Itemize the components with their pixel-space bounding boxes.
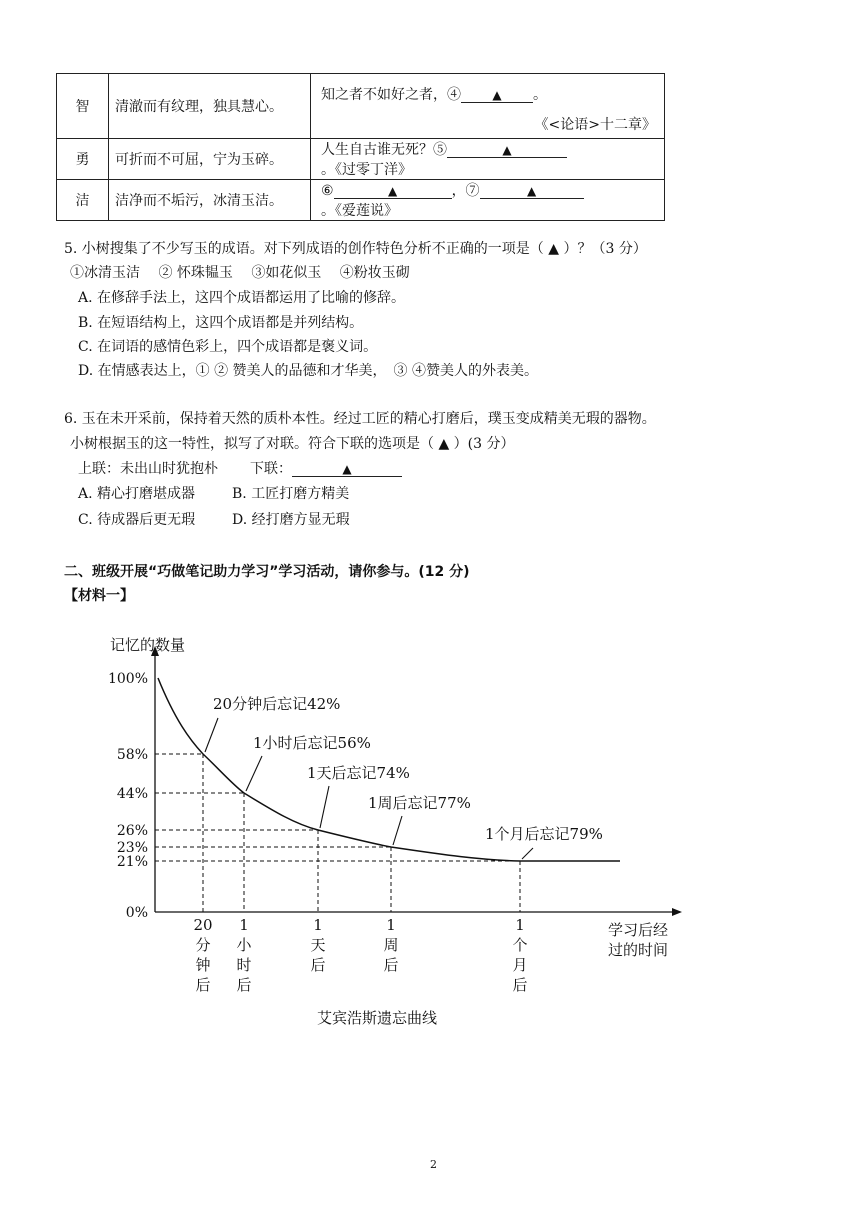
quote-prefix: 知之者不如好之者，④: [321, 87, 461, 103]
quote-source: 《<论语>十二章》: [534, 117, 656, 133]
page-number: 2: [430, 1158, 437, 1171]
q5-stem: 5. 小树搜集了不少写玉的成语。对下列成语的创作特色分析不正确的一项是（ ▲ ）？（3 分）: [64, 241, 647, 257]
y-tick-label: 21%: [116, 854, 148, 870]
annotation-label: 1周后忘记77%: [368, 794, 471, 812]
triangle-icon: ▲: [387, 184, 398, 198]
annotation-label: 20分钟后忘记42%: [213, 695, 341, 713]
x-tick-label: 20 分钟后: [193, 916, 213, 994]
x-tick-label: 1 小时后: [236, 916, 252, 994]
annotation-label: 1小时后忘记56%: [253, 734, 371, 752]
annotation-pointer: [246, 756, 262, 791]
couplet-lower-label: 下联：: [250, 461, 292, 477]
x-tick-label: 1 天后: [310, 916, 326, 974]
q6-option-c[interactable]: C. 待成器后更无瑕: [78, 512, 196, 528]
annotation-pointer: [205, 718, 218, 752]
y-tick-label: 0%: [125, 905, 148, 921]
q5-option-b[interactable]: B. 在短语结构上，这四个成语都是并列结构。: [78, 315, 364, 331]
quote-suffix: 。《过零丁洋》: [321, 162, 412, 178]
x-axis-arrow: [672, 908, 682, 916]
y-tick-label: 58%: [116, 747, 148, 763]
x-tick-label: 1 个月后: [512, 916, 528, 994]
x-tick-label: 1 周后: [383, 916, 399, 974]
triangle-icon: ▲: [492, 88, 502, 102]
y-tick-label: 44%: [116, 786, 148, 802]
y-tick-label: 100%: [107, 671, 148, 687]
q6-option-b[interactable]: B. 工匠打磨方精美: [232, 486, 350, 502]
meaning-cell: 可折而不可屈，宁为玉碎。: [109, 139, 311, 180]
section2-title: 二、班级开展“巧做笔记助力学习”学习活动，请你参与。(12 分): [64, 564, 470, 580]
q5-option-a[interactable]: A. 在修辞手法上，这四个成语都运用了比喻的修辞。: [78, 290, 406, 306]
annotation-pointer: [522, 848, 533, 859]
annotation-pointer: [393, 816, 402, 845]
annotation-label: 1天后忘记74%: [307, 764, 410, 782]
quote-prefix: 人生自古谁无死？⑤: [321, 142, 447, 158]
q6-option-d[interactable]: D. 经打磨方显无瑕: [232, 512, 350, 528]
meaning-cell: 清澈而有纹理，独具慧心。: [109, 74, 311, 139]
triangle-icon: ▲: [342, 462, 352, 476]
virtue-cell: 智: [57, 74, 109, 139]
q5-option-c[interactable]: C. 在词语的感情色彩上，四个成语都是褒义词。: [78, 339, 378, 355]
quote-suffix: 。《爱莲说》: [321, 203, 398, 219]
y-tick-label: 23%: [116, 840, 148, 856]
meaning-cell: 洁净而不垢污，冰清玉洁。: [109, 180, 311, 221]
chart-title: 艾宾浩斯遗忘曲线: [316, 1009, 438, 1027]
couplet-upper: 上联：未出山时犹抱朴: [78, 461, 218, 477]
x-axis-label: 学习后经过的时间: [607, 921, 669, 959]
material-one-label: 【材料一】: [64, 588, 134, 604]
q5-option-d[interactable]: D. 在情感表达上，① ② 赞美人的品德和才华美， ③ ④赞美人的外表美。: [78, 363, 538, 379]
blank-number-7: ，⑦: [451, 183, 480, 199]
annotation-label: 1个月后忘记79%: [485, 825, 603, 843]
blank-number-6: ⑥: [321, 183, 334, 199]
virtue-cell: 洁: [57, 180, 109, 221]
triangle-icon: ▲: [502, 143, 512, 157]
q6-stem-line2: 小树根据玉的这一特性，拟写了对联。符合下联的选项是（ ▲ ）(3 分）: [70, 436, 515, 452]
quote-suffix: 。: [533, 87, 547, 103]
virtue-cell: 勇: [57, 139, 109, 180]
q6-stem-line1: 6. 玉在未开采前，保持着天然的质朴本性。经过工匠的精心打磨后，璞玉变成精美无瑕的器物。: [64, 411, 656, 427]
y-tick-label: 26%: [116, 823, 148, 839]
q5-idioms: ①冰清玉洁 ② 怀珠韫玉 ③如花似玉 ④粉妆玉砌: [70, 265, 410, 281]
y-axis-label: 记忆的数量: [110, 636, 186, 654]
q6-option-a[interactable]: A. 精心打磨堪成器: [78, 486, 196, 502]
annotation-pointer: [320, 786, 329, 828]
triangle-icon: ▲: [526, 184, 537, 198]
